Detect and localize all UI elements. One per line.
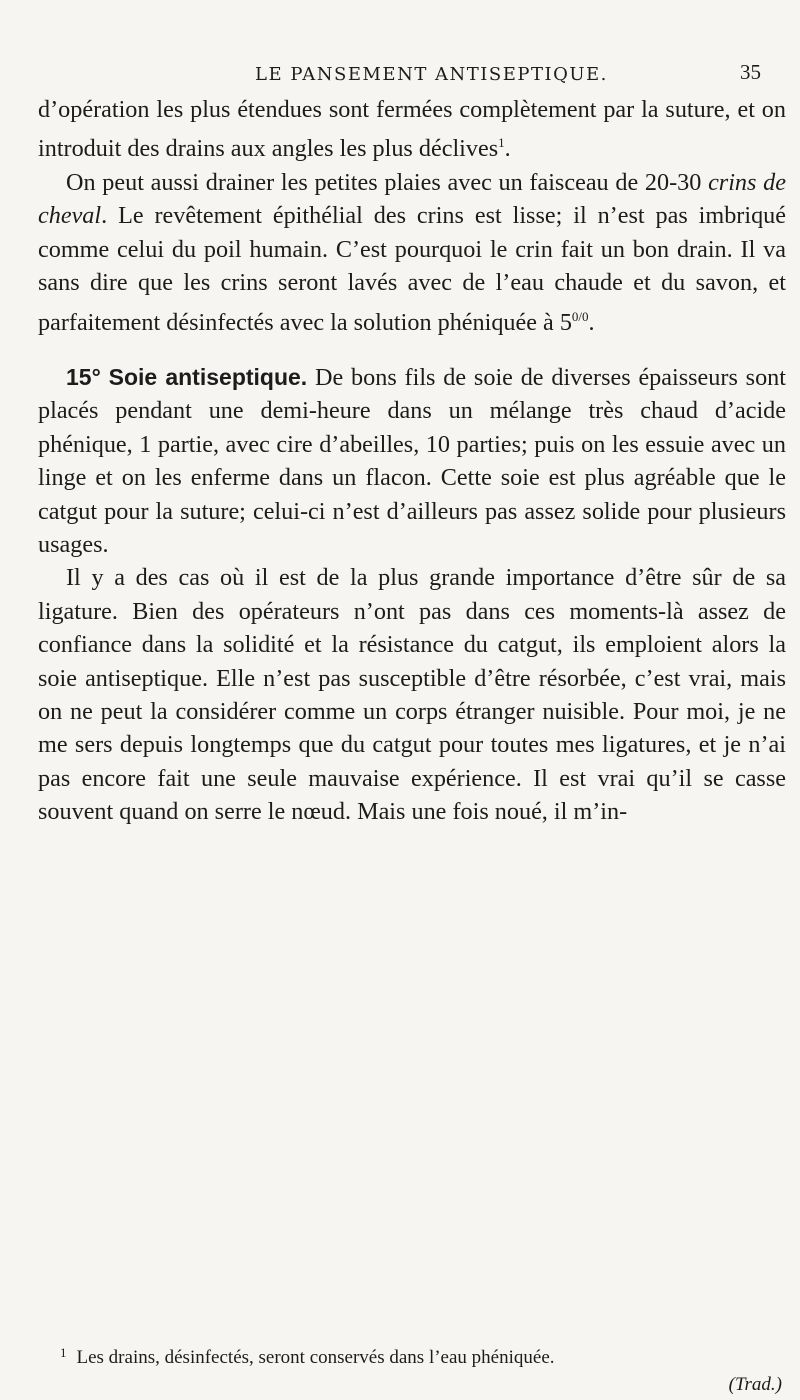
running-head	[0, 60, 800, 90]
section-title: Soie antiseptique.	[108, 363, 308, 390]
footnote-attribution: (Trad.)	[728, 1374, 782, 1395]
paragraph-2-end: .	[588, 308, 595, 336]
footnote-line	[60, 1338, 760, 1373]
footnote-text: Les drains, désinfectés, seront conservés dans l’eau phéniquée.	[76, 1347, 555, 1368]
paragraph-1-end: .	[504, 135, 511, 163]
percent-sign: 0/0	[571, 308, 589, 324]
footnote-mark: 1	[60, 1345, 67, 1360]
footnote-ref: 1	[498, 135, 505, 151]
paragraph-1	[38, 93, 786, 166]
paragraph-2-text-b: . Le revêtement épithélial des crins est lisse; il n’est pas imbriqué comme celui du poil humain. C’est pourquoi le crin fait un bon drain. Il va sans dire que les crins seront lavés avec de l’eau chaude et du savon, et parfaitement désinfectés avec la solution phéniquée à 5	[38, 202, 786, 336]
section-gap	[38, 339, 786, 361]
paragraph-2-italic: crins de cheval	[38, 168, 786, 230]
page-number: 35	[740, 60, 761, 84]
paragraph-2-text-a: On peut aussi drainer les petites plaies avec un faisceau de 20-30	[66, 168, 709, 196]
running-title: LE PANSEMENT ANTISEPTIQUE.	[255, 64, 608, 85]
paragraph-4	[38, 561, 786, 828]
paragraph-3	[38, 361, 786, 561]
paragraph-1-text: d’opération les plus étendues sont fermées complètement par la suture, et on introduit des drains aux angles les plus déclives	[38, 96, 786, 163]
paragraph-2	[38, 166, 786, 339]
paragraph-3-text: De bons fils de soie de diverses épaisseurs sont placés pendant une demi-heure dans un mélange très chaud d’acide phénique, 1 partie, avec cire d’abeilles, 10 parties; puis on les essuie avec un linge et on les enferme dans un flacon. Cette soie est plus agréable que le catgut pour la suture; celui-ci n’est d’ailleurs pas assez solide pour plusieurs usages.	[38, 363, 786, 558]
paragraph-4-text: Il y a des cas où il est de la plus grande importance d’être sûr de sa ligature. Bien des opérateurs n’ont pas dans ces moments-là assez de confiance dans la solidité et la résistance du catgut, ils emploient alors la soie antiseptique. Elle n’est pas susceptible d’être résorbée, c’est vrai, mais on ne peut la considérer comme un corps étranger nuisible. Pour moi, je ne me sers depuis longtemps que du catgut pour toutes mes ligatures, et je n’ai pas encore fait une seule mauvaise expérience. Il est vrai qu’il se casse souvent quand on serre le nœud. Mais une fois noué, il m’in-	[38, 564, 786, 826]
body-text	[38, 93, 786, 829]
footnote	[60, 1338, 782, 1395]
section-number: 15°	[66, 363, 101, 390]
